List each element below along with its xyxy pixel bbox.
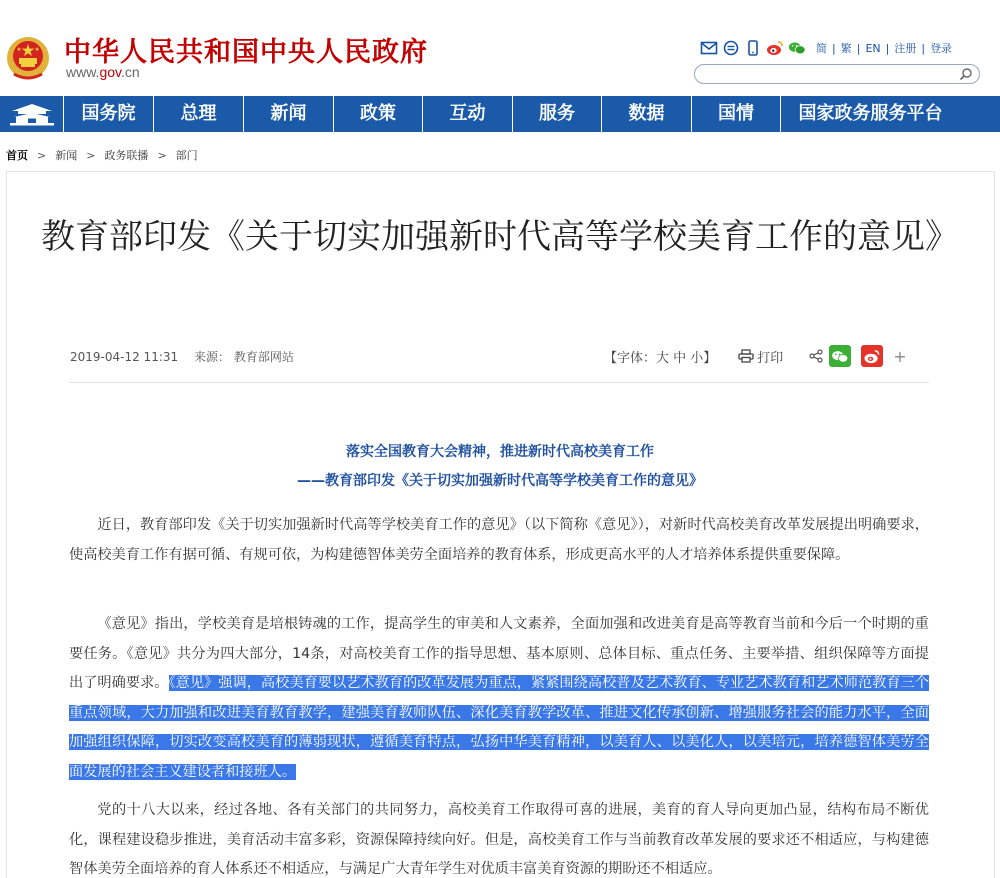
article-tools bbox=[604, 344, 907, 368]
weibo-icon[interactable] bbox=[766, 40, 784, 56]
main-nav bbox=[0, 96, 1000, 132]
article-meta bbox=[70, 348, 294, 365]
separator: | bbox=[885, 41, 890, 55]
top-toolbar bbox=[700, 38, 952, 58]
nav-interaction[interactable]: 互动 bbox=[423, 96, 513, 132]
tiananmen-icon bbox=[8, 101, 56, 127]
source-name: 教育部网站 bbox=[233, 350, 294, 364]
article-paragraph-2 bbox=[69, 610, 929, 787]
chat-bubble-icon[interactable] bbox=[722, 40, 740, 56]
breadcrumb-gov-affairs[interactable]: 政务联播 bbox=[104, 149, 149, 162]
wechat-icon bbox=[831, 349, 849, 364]
site-name[interactable]: 中华人民共和国中央人民政府 bbox=[64, 37, 428, 68]
weibo-share-button[interactable] bbox=[861, 345, 883, 367]
weibo-icon bbox=[863, 349, 881, 364]
publish-date: 2019-04-12 11:31 bbox=[70, 350, 179, 364]
article-paragraph-3: 党的十八大以来，经过各地、各有关部门的共同努力，高校美育工作取得可喜的进展，美育的育人导向更加凸显，结构布局不断优化，课程建设稳步推进，美育活动丰富多彩，资源保障持续向好。但是，高校美育工作与当前教育改革发展的要求还不相适应，与构建德智体美劳全面培养的育人体系还不相适应，与满足广大青年学生对优质丰富美育资源的期盼还不相适应。 bbox=[69, 802, 929, 877]
font-size-switcher[interactable]: 【字体：大 中 小】 bbox=[604, 350, 717, 366]
register-link[interactable]: 注册 bbox=[894, 42, 917, 55]
site-url[interactable] bbox=[66, 64, 140, 80]
national-emblem-icon[interactable] bbox=[6, 34, 50, 82]
english-link[interactable]: EN bbox=[865, 41, 881, 55]
separator: | bbox=[832, 41, 836, 55]
paragraph-text: 《意见》指出，学校美育是培根铸魂的工作，提高学生的审美和人文素养，全面加强和改进美育是高等教育当前和今后一个时期的重要任务。《意见》共分为四大部分，14条，对高校美育工作的指导思想、基本原则、总体目标、重点任务、主要举措、组织保障等方面提出了明确要求。 bbox=[69, 616, 929, 691]
nav-data[interactable]: 数据 bbox=[602, 96, 692, 132]
breadcrumb-news[interactable]: 新闻 bbox=[55, 149, 78, 162]
nav-gov-service-platform[interactable]: 国家政务服务平台 bbox=[798, 103, 943, 124]
more-share-button[interactable]: + bbox=[893, 346, 907, 366]
printer-icon bbox=[738, 349, 754, 363]
share-icon[interactable] bbox=[809, 349, 823, 363]
site-url-suffix: .cn bbox=[121, 64, 140, 80]
chevron-right-icon: > bbox=[157, 148, 167, 162]
mail-icon[interactable] bbox=[700, 40, 718, 56]
mobile-icon[interactable] bbox=[744, 40, 762, 56]
source-label: 来源： bbox=[193, 350, 230, 364]
nav-news[interactable]: 新闻 bbox=[244, 96, 334, 132]
login-link[interactable]: 登录 bbox=[930, 42, 953, 55]
breadcrumb bbox=[6, 147, 198, 163]
nav-home[interactable] bbox=[0, 96, 64, 132]
site-url-brand: gov bbox=[99, 64, 121, 80]
print-button[interactable] bbox=[738, 347, 783, 366]
article-subtitle: 落实全国教育大会精神，推进新时代高校美育工作 bbox=[346, 444, 654, 460]
wechat-share-button[interactable] bbox=[829, 345, 851, 367]
traditional-chinese-link[interactable]: 繁 bbox=[840, 42, 852, 55]
article-subtitle-secondary: ——教育部印发《关于切实加强新时代高等学校美育工作的意见》 bbox=[297, 473, 703, 489]
separator: | bbox=[921, 41, 926, 55]
separator: | bbox=[856, 41, 861, 55]
language-account-links bbox=[816, 40, 952, 56]
site-url-prefix: www. bbox=[66, 64, 100, 80]
breadcrumb-departments[interactable]: 部门 bbox=[175, 149, 198, 162]
chevron-right-icon: > bbox=[37, 148, 47, 162]
nav-premier[interactable]: 总理 bbox=[154, 96, 244, 132]
simplified-chinese-link[interactable]: 简 bbox=[816, 42, 827, 55]
print-label: 打印 bbox=[757, 350, 784, 366]
search-icon[interactable] bbox=[959, 67, 973, 81]
article-title: 教育部印发《关于切实加强新时代高等学校美育工作的意见》 bbox=[41, 217, 959, 257]
wechat-icon[interactable] bbox=[788, 40, 806, 56]
search-input[interactable] bbox=[694, 64, 980, 84]
article-paragraph-1: 近日，教育部印发《关于切实加强新时代高等学校美育工作的意见》（以下简称《意见》），对新时代高校美育改革发展提出明确要求，使高校美育工作有据可循、有规可依，为构建德智体美劳全面培养的教育体系，形成更高水平的人才培养体系提供重要保障。 bbox=[69, 517, 929, 563]
nav-services[interactable]: 服务 bbox=[513, 96, 602, 132]
site-header bbox=[0, 0, 1000, 96]
nav-national-conditions[interactable]: 国情 bbox=[692, 96, 781, 132]
nav-policy[interactable]: 政策 bbox=[334, 96, 423, 132]
selected-text-highlight[interactable]: 《意见》强调，高校美育要以艺术教育的改革发展为重点，紧紧围绕高校普及艺术教育、专业艺术教育和艺术师范教育三个重点领域，大力加强和改进美育教育教学，建强美育教师队伍、深化美育教学改革、推进文化传承创新、增强服务社会的能力水平，全面加强组织保障，切实改变高校美育的薄弱现状，遵循美育特点，弘扬中华美育精神，以美育人、以美化人，以美培元，培养德智体美劳全面发展的社会主义建设者和接班人。 bbox=[69, 675, 929, 780]
meta-divider bbox=[69, 382, 929, 383]
chevron-right-icon: > bbox=[86, 148, 96, 162]
breadcrumb-home[interactable]: 首页 bbox=[6, 149, 28, 162]
nav-state-council[interactable]: 国务院 bbox=[64, 96, 154, 132]
